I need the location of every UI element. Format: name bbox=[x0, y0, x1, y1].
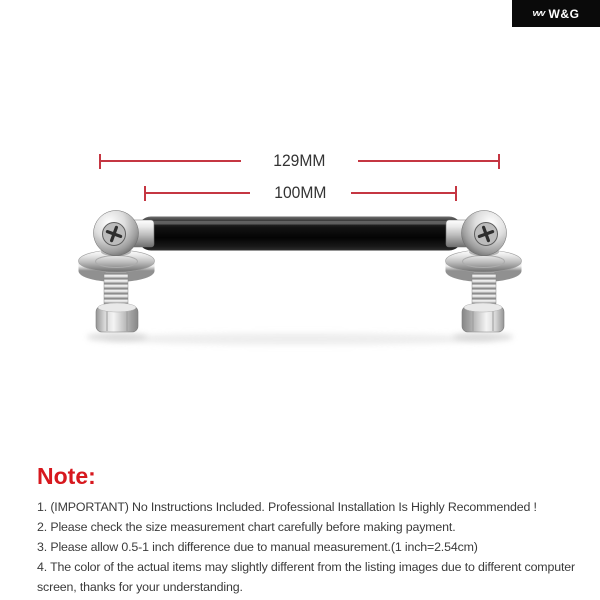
brand-name: W&G bbox=[548, 6, 580, 21]
note-item: 2. Please check the size measurement chart carefully before making payment. bbox=[37, 520, 456, 534]
black-rod bbox=[138, 217, 462, 251]
dimension-line-outer bbox=[99, 153, 500, 169]
left-mount-assembly bbox=[79, 211, 155, 342]
ground-shadow bbox=[105, 333, 495, 345]
brand-logo-icon: vvv bbox=[532, 8, 545, 18]
dimension-tick-right bbox=[498, 154, 500, 169]
note-section bbox=[37, 463, 595, 597]
note-item: 1. (IMPORTANT) No Instructions Included. Professional Installation Is Highly Recommended ! bbox=[37, 500, 537, 514]
note-item: 4. The color of the actual items may slightly different from the listing images due to different computer screen, thanks for your understanding. bbox=[37, 560, 575, 594]
dimension-line-segment bbox=[146, 192, 250, 194]
dimension-line-inner bbox=[144, 185, 457, 201]
dimension-outer-label: 129MM bbox=[273, 151, 326, 170]
dimension-tick-right bbox=[455, 186, 457, 201]
right-mount-assembly bbox=[446, 211, 522, 342]
brand-banner bbox=[512, 0, 600, 27]
note-item: 3. Please allow 0.5-1 inch difference due to manual measurement.(1 inch=2.54cm) bbox=[37, 540, 478, 554]
dimension-line-segment bbox=[101, 160, 241, 162]
dimension-inner-label: 100MM bbox=[274, 183, 327, 202]
dimension-line-segment bbox=[358, 160, 498, 162]
dimension-line-segment bbox=[351, 192, 455, 194]
rod-highlight bbox=[152, 221, 448, 225]
note-heading: Note: bbox=[37, 463, 96, 489]
